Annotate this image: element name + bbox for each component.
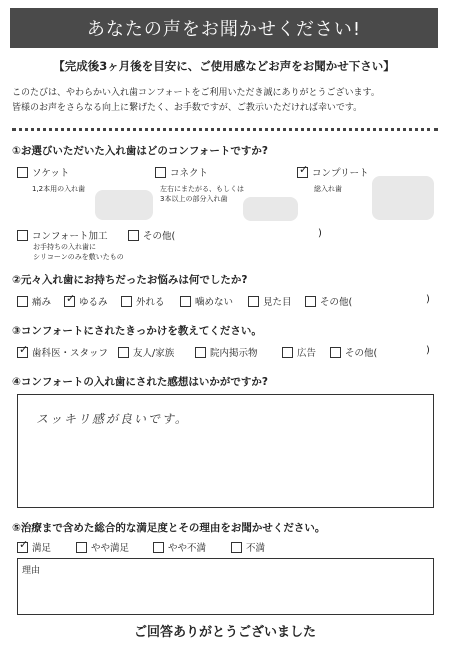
q3-option[interactable] xyxy=(195,345,258,359)
checkbox[interactable]: ✓ xyxy=(66,291,76,305)
option-label: 歯科医・スタッフ xyxy=(32,348,109,359)
page-header xyxy=(10,8,438,48)
checkbox[interactable] xyxy=(17,230,28,241)
q5-option[interactable] xyxy=(76,540,129,554)
q5-option[interactable] xyxy=(231,540,265,554)
option-label: 外れる xyxy=(136,297,165,308)
option-label: ゆるみ xyxy=(79,297,108,308)
checkbox[interactable]: ✓ xyxy=(19,342,29,356)
q1-connect-note-line-2: 3本以上の部分入れ歯 xyxy=(160,195,228,203)
q3-option[interactable] xyxy=(17,342,109,359)
option-label: 広告 xyxy=(297,348,317,359)
option-label: ソケット xyxy=(32,168,70,179)
option-label: やや満足 xyxy=(91,543,130,554)
q5-reason-label: 理由 xyxy=(22,566,41,576)
option-label: 院内掲示物 xyxy=(210,348,258,359)
q1-option-connect[interactable] xyxy=(155,165,208,179)
q1-other-close-paren: ) xyxy=(318,228,322,239)
checkbox[interactable] xyxy=(76,542,87,553)
subtitle: 【完成後3ヶ月後を目安に、ご使用感などお声をお聞かせ下さい】 xyxy=(53,59,395,73)
option-label: その他( xyxy=(320,297,353,308)
checkbox[interactable] xyxy=(330,347,341,358)
q1-connect-note xyxy=(160,184,244,204)
checkbox[interactable] xyxy=(305,296,316,307)
q3-option[interactable] xyxy=(282,345,316,359)
checkbox[interactable] xyxy=(118,347,129,358)
q2-title: ②元々入れ歯にお持ちだったお悩みは何でしたか? xyxy=(12,274,248,286)
option-label: コネクト xyxy=(170,168,209,179)
option-label: やや不満 xyxy=(168,543,207,554)
q3-option[interactable] xyxy=(330,345,377,359)
q1-title: ①お選びいただいた入れ歯はどのコンフォートですか? xyxy=(12,145,268,157)
checkbox[interactable]: ✓ xyxy=(299,162,309,176)
q2-close-paren: ) xyxy=(426,294,430,305)
q3-option[interactable] xyxy=(118,345,174,359)
q2-option[interactable] xyxy=(248,294,292,308)
page-title: あなたの声をお聞かせください! xyxy=(86,19,362,40)
intro-text xyxy=(12,86,438,116)
intro-line-1: このたびは、やわらかい入れ歯コンフォートをご利用いただき誠にありがとうございます。 xyxy=(12,88,380,98)
option-label: その他( xyxy=(345,348,378,359)
checkbox[interactable] xyxy=(153,542,164,553)
q1-option-other[interactable] xyxy=(128,228,175,242)
checkbox[interactable] xyxy=(17,167,28,178)
q2-option[interactable] xyxy=(305,294,352,308)
q5-option[interactable] xyxy=(17,537,52,554)
q1-option-complete[interactable] xyxy=(297,162,369,179)
option-label: コンプリート xyxy=(312,168,369,179)
q4-title: ④コンフォートの入れ歯にされた感想はいかがですか? xyxy=(12,376,268,388)
connect-denture-image xyxy=(243,197,298,221)
q1-socket-note: 1,2本用の入れ歯 xyxy=(32,185,86,193)
option-label: 噛めない xyxy=(195,297,234,308)
q3-title: ③コンフォートにされたきっかけを教えてください。 xyxy=(12,325,262,337)
checkbox[interactable] xyxy=(231,542,242,553)
option-label: コンフォート加工 xyxy=(32,231,108,242)
dotted-divider xyxy=(12,128,438,131)
checkbox[interactable] xyxy=(155,167,166,178)
q5-option[interactable] xyxy=(153,540,206,554)
checkbox[interactable] xyxy=(121,296,132,307)
checkbox[interactable] xyxy=(128,230,139,241)
checkbox[interactable] xyxy=(282,347,293,358)
q1-complete-note: 総入れ歯 xyxy=(314,185,342,193)
q1-processing-note-line-1: お手持ちの入れ歯に xyxy=(33,243,96,251)
q1-connect-note-line-1: 左右にまたがる、もしくは xyxy=(160,185,244,193)
q2-option[interactable] xyxy=(180,294,233,308)
checkbox[interactable] xyxy=(180,296,191,307)
option-label: 不満 xyxy=(246,543,266,554)
q4-answer-text: スッキリ感が良いです。 xyxy=(36,412,189,426)
complete-denture-image xyxy=(372,176,434,220)
checkbox[interactable]: ✓ xyxy=(19,537,29,551)
checkbox[interactable] xyxy=(17,296,28,307)
option-label: 友人/家族 xyxy=(133,348,175,359)
q5-reason-box[interactable] xyxy=(17,558,434,615)
checkbox[interactable] xyxy=(248,296,259,307)
q1-processing-note xyxy=(33,242,124,262)
q1-option-socket[interactable] xyxy=(17,165,69,179)
checkbox[interactable] xyxy=(195,347,206,358)
q2-option[interactable] xyxy=(121,294,165,308)
q2-option[interactable] xyxy=(17,294,51,308)
q2-option[interactable] xyxy=(64,291,108,308)
q1-option-processing[interactable] xyxy=(17,228,108,242)
option-label: 見た目 xyxy=(263,297,292,308)
socket-denture-image xyxy=(95,190,153,220)
intro-line-2: 皆様のお声をさらなる向上に繋げたく、お手数ですが、ご教示いただければ幸いです。 xyxy=(12,103,363,113)
option-label: 痛み xyxy=(32,297,52,308)
q5-title: ⑤治療まで含めた総合的な満足度とその理由をお聞かせください。 xyxy=(12,522,326,534)
option-label: 満足 xyxy=(32,543,52,554)
option-label: その他( xyxy=(143,231,176,242)
q3-close-paren: ) xyxy=(426,345,430,356)
q1-processing-note-line-2: シリコーンのみを敷いたもの xyxy=(33,253,124,261)
footer-thanks: ご回答ありがとうございました xyxy=(133,625,316,640)
